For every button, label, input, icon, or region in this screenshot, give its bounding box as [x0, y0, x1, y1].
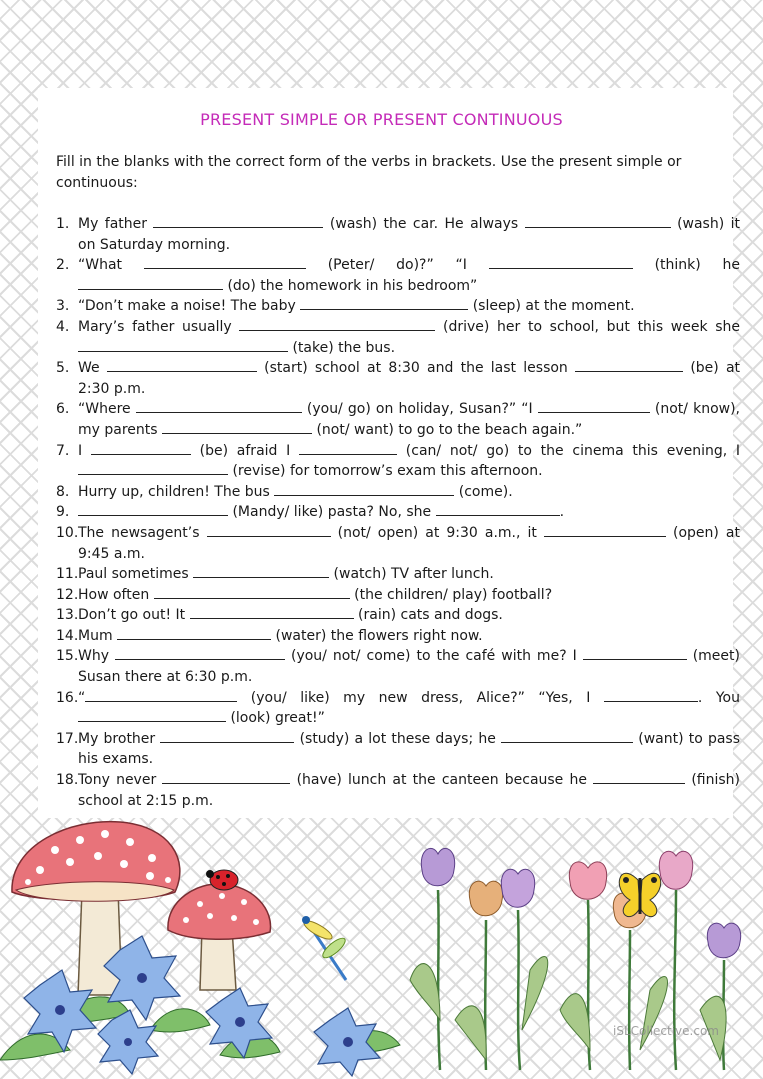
exercise-text: (sleep) at the moment.	[472, 298, 635, 315]
exercise-text: My father	[78, 216, 148, 232]
exercise-text: (open) at 9:45 a.m.	[78, 524, 741, 562]
exercise-text: (you/ like) my new dress, Alice?” “Yes, I	[250, 689, 591, 706]
blank-field[interactable]	[136, 399, 302, 413]
exercise-text: (be) afraid I	[199, 442, 291, 459]
exercise-2	[56, 255, 740, 296]
blank-field[interactable]	[115, 646, 285, 660]
exercise-number: 5.	[56, 360, 70, 377]
exercise-17	[56, 729, 740, 770]
exercise-number: 12.	[56, 586, 79, 603]
exercise-text: Mary’s father usually	[78, 318, 232, 335]
exercise-number: 13.	[56, 607, 79, 624]
exercise-number: 7.	[56, 442, 70, 459]
exercise-text: (the children/ play) football?	[354, 586, 553, 603]
exercise-14	[56, 626, 740, 647]
blank-field[interactable]	[160, 729, 294, 743]
exercise-text: (want) to pass his exams.	[78, 730, 741, 768]
exercise-text: “What	[78, 257, 123, 274]
exercise-text: How often	[78, 586, 150, 603]
exercise-8	[56, 482, 740, 503]
exercise-text: (be) at 2:30 p.m.	[78, 360, 741, 397]
exercise-text: (come).	[458, 483, 513, 500]
exercise-text: (not/ want) to go to the beach again.”	[316, 421, 583, 438]
exercise-9	[56, 502, 740, 523]
exercise-text: (drive) her to school, but this week she	[443, 318, 740, 335]
blank-field[interactable]	[154, 585, 350, 599]
exercise-1	[56, 214, 740, 255]
exercise-number: 1.	[56, 216, 70, 232]
dragonfly-illustration	[302, 916, 348, 980]
exercise-number: 3.	[56, 298, 70, 315]
blank-field[interactable]	[525, 214, 671, 228]
exercise-number: 8.	[56, 483, 70, 500]
blank-field[interactable]	[162, 770, 290, 784]
mushroom-small-illustration	[168, 870, 271, 990]
exercise-number: 4.	[56, 318, 70, 335]
exercise-text: (finish) school at 2:15 p.m.	[78, 772, 741, 809]
blank-field[interactable]	[153, 214, 323, 228]
butterfly-illustration	[619, 873, 660, 916]
blank-field[interactable]	[78, 338, 288, 352]
exercise-text: “	[78, 689, 86, 706]
exercise-text: (revise) for tomorrow’s exam this afternoon.	[232, 463, 543, 480]
exercise-number: 16.	[56, 689, 79, 706]
exercise-text: Don’t go out! It	[78, 607, 186, 624]
exercise-text: Mum	[78, 627, 113, 644]
exercise-text: Hurry up, children! The bus	[78, 483, 270, 500]
exercise-text: .	[559, 504, 565, 521]
blank-field[interactable]	[85, 688, 237, 702]
exercise-number: 11.	[56, 566, 79, 583]
blank-field[interactable]	[190, 605, 354, 619]
exercise-text: Paul sometimes	[78, 566, 189, 583]
blank-field[interactable]	[544, 523, 666, 537]
exercise-text: (not/ open) at 9:30 a.m., it	[337, 524, 537, 541]
exercise-text: (watch) TV after lunch.	[333, 566, 494, 583]
exercise-text: (rain) cats and dogs.	[358, 607, 503, 624]
exercise-12	[56, 585, 740, 606]
exercise-text: (study) a lot these days; he	[299, 730, 496, 747]
blank-field[interactable]	[91, 441, 191, 455]
exercise-text: I	[78, 442, 83, 459]
exercise-text: Tony never	[78, 772, 157, 789]
blank-field[interactable]	[107, 358, 257, 372]
exercise-5	[56, 358, 740, 399]
decorative-artwork	[0, 820, 763, 1079]
blank-field[interactable]	[78, 708, 226, 722]
exercise-list	[56, 214, 740, 811]
exercise-number: 6.	[56, 401, 70, 418]
exercise-number: 15.	[56, 648, 79, 665]
exercise-6	[56, 399, 740, 440]
exercise-number: 2.	[56, 257, 70, 274]
exercise-text: Why	[78, 648, 110, 665]
exercise-18	[56, 770, 740, 811]
exercise-text: (wash) the car. He always	[329, 216, 519, 232]
blank-field[interactable]	[117, 626, 271, 640]
blue-flowers-illustration	[0, 936, 400, 1076]
exercise-text: We	[78, 360, 100, 377]
blank-field[interactable]	[593, 770, 685, 784]
exercise-text: (think) he	[654, 257, 741, 274]
exercise-16	[56, 688, 740, 729]
exercise-text: My brother	[78, 730, 156, 747]
exercise-text: (water) the flowers right now.	[275, 627, 483, 644]
blank-field[interactable]	[489, 255, 633, 269]
blank-field[interactable]	[193, 564, 329, 578]
exercise-text: “Where	[78, 401, 131, 418]
exercise-4	[56, 317, 740, 358]
exercise-text: The newsagent’s	[78, 524, 200, 541]
worksheet-title: PRESENT SIMPLE OR PRESENT CONTINUOUS	[200, 110, 563, 129]
blank-field[interactable]	[207, 523, 331, 537]
exercise-text: (Mandy/ like) pasta? No, she	[232, 504, 432, 521]
blank-field[interactable]	[239, 317, 435, 331]
exercise-13	[56, 605, 740, 626]
exercise-number: 14.	[56, 627, 79, 644]
exercise-number: 18.	[56, 772, 79, 789]
exercise-15	[56, 646, 740, 687]
exercise-text: (you/ go) on holiday, Susan?” “I	[306, 401, 533, 418]
blank-field[interactable]	[583, 646, 687, 660]
exercise-text: (wash) it on Saturday morning.	[78, 216, 740, 253]
exercise-10	[56, 523, 740, 564]
exercise-text: (you/ not/ come) to the café with me? I	[290, 648, 577, 665]
blank-field[interactable]	[300, 296, 468, 310]
exercise-text: (have) lunch at the canteen because he	[296, 772, 587, 789]
exercise-11	[56, 564, 740, 585]
watermark: iSLCollective.com	[613, 1024, 719, 1038]
blank-field[interactable]	[144, 255, 306, 269]
exercise-text: (take) the bus.	[292, 339, 396, 356]
blank-field[interactable]	[162, 420, 312, 434]
exercise-number: 9.	[56, 504, 70, 521]
exercise-text: (do) the homework in his bedroom”	[227, 277, 478, 294]
exercise-text: “Don’t make a noise! The baby	[78, 298, 296, 315]
exercise-text: (start) school at 8:30 and the last lesson	[264, 360, 568, 377]
blank-field[interactable]	[575, 358, 683, 372]
blank-field[interactable]	[299, 441, 397, 455]
exercise-3	[56, 296, 740, 317]
exercise-text: (Peter/ do)?” “I	[327, 257, 467, 274]
blank-field[interactable]	[78, 461, 228, 475]
blank-field[interactable]	[78, 276, 223, 290]
blank-field[interactable]	[604, 688, 698, 702]
blank-field[interactable]	[538, 399, 650, 413]
exercise-text: (can/ not/ go) to the cinema this evening, I	[405, 442, 741, 459]
exercise-text: (look) great!”	[230, 710, 325, 727]
blank-field[interactable]	[78, 502, 228, 516]
instructions: Fill in the blanks with the correct form of the verbs in brackets. Use the present simple or continuous:	[56, 154, 682, 191]
blank-field[interactable]	[501, 729, 633, 743]
exercise-7	[56, 441, 740, 482]
exercise-text: (not/ know), my parents	[78, 401, 740, 438]
exercise-number: 10.	[56, 524, 79, 541]
exercise-text: . You	[697, 689, 740, 706]
blank-field[interactable]	[274, 482, 454, 496]
exercise-text: (meet) Susan there at 6:30 p.m.	[78, 648, 740, 686]
blank-field[interactable]	[436, 502, 560, 516]
exercise-number: 17.	[56, 730, 79, 747]
